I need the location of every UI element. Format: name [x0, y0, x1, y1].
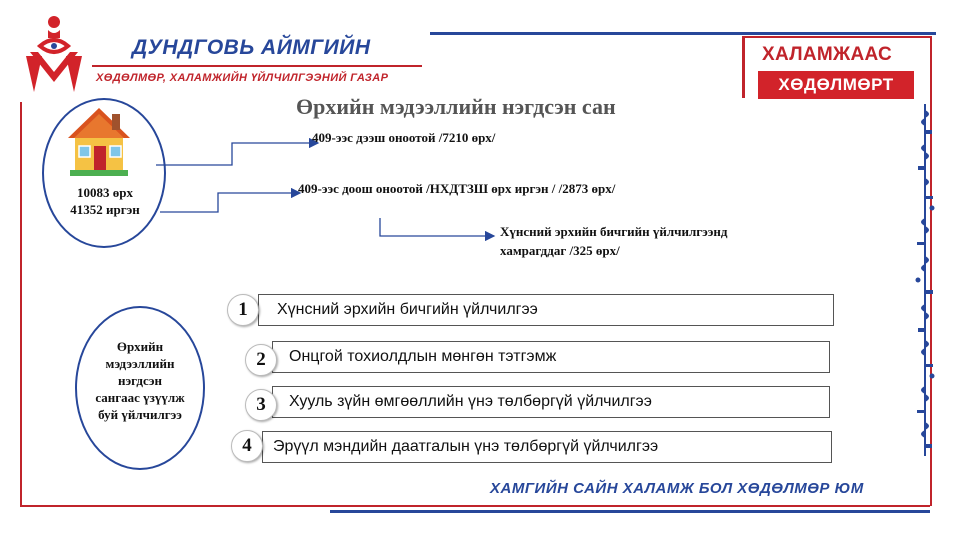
service-label: Хууль зүйн өмгөөллийн үнэ төлбөргүй үйлчилгээ: [289, 393, 652, 410]
info-food-stamp: [500, 222, 728, 260]
service-number-4: 4: [231, 430, 263, 462]
frame-bottom-blue: [330, 510, 930, 513]
info-below-409: 409-ээс доош оноотой /НХДТЗШ өрх иргэн / /2873 өрх/: [298, 181, 616, 196]
slogan-box: ХӨДӨЛМӨРТ: [758, 71, 914, 99]
citizens-count: 41352 иргэн: [70, 202, 140, 217]
service-number-1: 1: [227, 294, 259, 326]
slogan-top: ХАЛАМЖААС: [762, 44, 893, 65]
services-label-line: буй үйлчилгээ: [98, 407, 182, 422]
info-food-line1: Хүнсний эрхийн бичгийн үйлчилгээнд: [500, 224, 728, 239]
services-label-line: Өрхийн: [116, 339, 164, 354]
org-subtitle: ХӨДӨЛМӨР, ХАЛАМЖИЙН ҮЙЛЧИЛГЭЭНИЙ ГАЗАР: [96, 72, 389, 84]
frame-top-short-red: [742, 36, 930, 38]
arrow-above-409: [156, 143, 318, 165]
house-icon: [66, 106, 132, 178]
services-label-line: сангаас үзүүлж: [95, 390, 185, 405]
service-number-3: 3: [245, 389, 277, 421]
service-label: Эрүүл мэндийн даатгалын үнэ төлбөргүй үйлчилгээ: [273, 438, 659, 455]
org-title: ДУНДГОВЬ АЙМГИЙН: [132, 36, 371, 59]
frame-bottom-red: [20, 505, 930, 507]
services-label-line: нэгдсэн: [118, 373, 162, 388]
service-item-4: [262, 431, 832, 463]
arrow-below-409: [160, 193, 300, 212]
service-item-1: [258, 294, 834, 326]
info-above-409: 409-ээс дээш оноотой /7210 өрх/: [312, 130, 496, 145]
page-title: Өрхийн мэдээллийн нэгдсэн сан: [296, 94, 616, 119]
frame-left-red: [20, 102, 22, 506]
header-underline-red: [92, 65, 422, 67]
services-label: [80, 338, 200, 423]
frame-top-blue: [430, 32, 936, 35]
service-number-2: 2: [245, 344, 277, 376]
service-item-2: [272, 341, 830, 373]
ministry-logo-icon: [22, 12, 86, 98]
mongolian-script-icon: [908, 100, 942, 460]
household-stats: [60, 184, 150, 218]
service-label: Онцгой тохиолдлын мөнгөн тэтгэмж: [289, 348, 557, 365]
service-item-3: [272, 386, 830, 418]
service-label: Хүнсний эрхийн бичгийн үйлчилгээ: [277, 301, 538, 318]
info-food-line2: хамрагддаг /325 өрх/: [500, 243, 620, 258]
frame-top-right-red: [742, 36, 745, 98]
footer-slogan: ХАМГИЙН САЙН ХАЛАМЖ БОЛ ХӨДӨЛМӨР ЮМ: [490, 480, 864, 497]
households-count: 10083 өрх: [77, 185, 133, 200]
arrow-food-stamp: [380, 218, 494, 236]
services-label-line: мэдээллийн: [105, 356, 175, 371]
